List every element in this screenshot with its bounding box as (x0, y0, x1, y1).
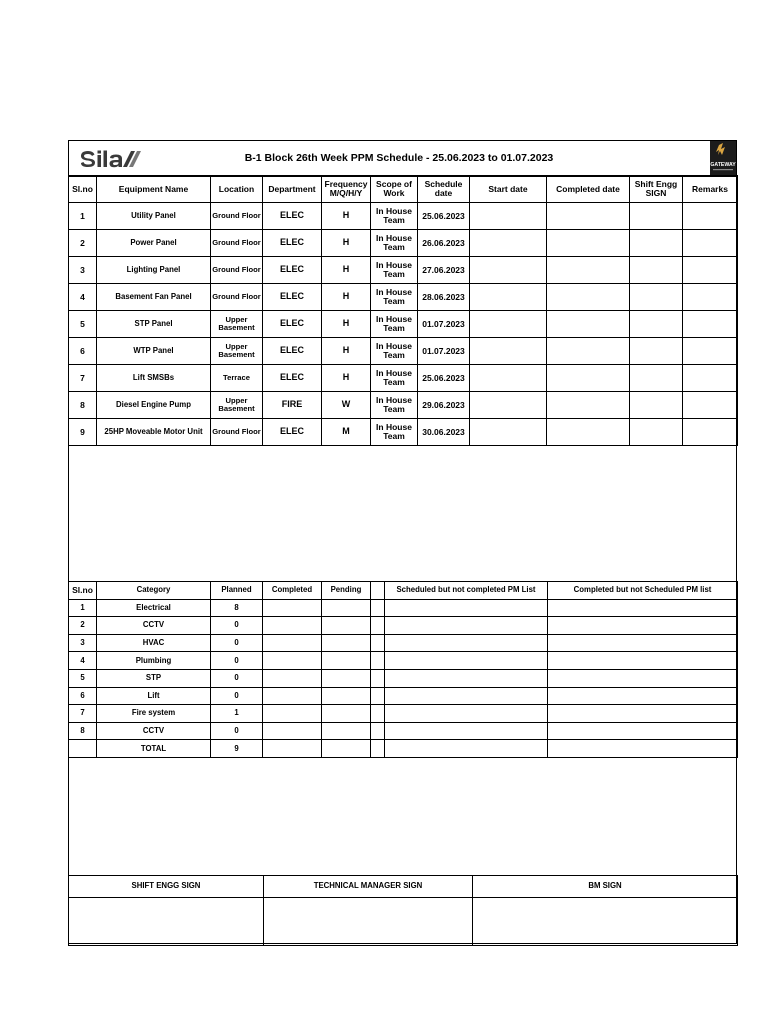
summary-spacer (371, 634, 385, 652)
summary-spacer (371, 617, 385, 635)
row-sign[interactable] (630, 392, 683, 419)
shift-engg-sign-box[interactable] (69, 898, 264, 946)
summary-completed[interactable] (263, 652, 322, 670)
row-equipment: Lighting Panel (97, 257, 211, 284)
row-sign[interactable] (630, 284, 683, 311)
schedule-header-row (69, 176, 738, 203)
schedule-row (69, 365, 738, 392)
row-frequency: H (322, 203, 371, 230)
total-pending[interactable] (322, 740, 371, 758)
row-remarks[interactable] (683, 203, 738, 230)
row-equipment: STP Panel (97, 311, 211, 338)
summary-col-slno: Sl.no (69, 582, 97, 600)
summary-completed-not-scheduled[interactable] (548, 599, 738, 617)
summary-slno: 4 (69, 652, 97, 670)
row-schedule-date: 29.06.2023 (418, 392, 470, 419)
row-equipment: Diesel Engine Pump (97, 392, 211, 419)
summary-slno: 5 (69, 669, 97, 687)
row-scope: In House Team (371, 203, 418, 230)
summary-planned: 0 (211, 687, 263, 705)
row-scope: In House Team (371, 284, 418, 311)
signature-table (68, 875, 738, 946)
row-completed-date[interactable] (547, 230, 630, 257)
row-completed-date[interactable] (547, 257, 630, 284)
summary-sched-not-completed[interactable] (385, 669, 548, 687)
schedule-row (69, 419, 738, 446)
total-completed[interactable] (263, 740, 322, 758)
summary-pending[interactable] (322, 634, 371, 652)
row-equipment: Lift SMSBs (97, 365, 211, 392)
row-start-date[interactable] (470, 392, 547, 419)
summary-completed-not-scheduled[interactable] (548, 652, 738, 670)
summary-slno: 1 (69, 599, 97, 617)
col-department: Department (263, 176, 322, 203)
col-slno: Sl.no (69, 176, 97, 203)
summary-planned: 8 (211, 599, 263, 617)
col-completed-date: Completed date (547, 176, 630, 203)
schedule-row (69, 392, 738, 419)
row-sign[interactable] (630, 365, 683, 392)
total-label: TOTAL (97, 740, 211, 758)
col-scope: Scope of Work (371, 176, 418, 203)
col-remarks: Remarks (683, 176, 738, 203)
summary-header-row (69, 582, 738, 600)
row-slno: 9 (69, 419, 97, 446)
row-remarks[interactable] (683, 257, 738, 284)
ppm-schedule-sheet (68, 140, 737, 944)
summary-category: CCTV (97, 617, 211, 635)
summary-planned: 0 (211, 617, 263, 635)
summary-completed[interactable] (263, 634, 322, 652)
row-completed-date[interactable] (547, 203, 630, 230)
summary-col-sched-not-completed: Scheduled but not completed PM List (385, 582, 548, 600)
shift-engg-sign-label: SHIFT ENGG SIGN (69, 876, 264, 898)
row-location: Upper Basement (211, 311, 263, 338)
row-frequency: M (322, 419, 371, 446)
summary-sched-not-completed[interactable] (385, 617, 548, 635)
col-frequency: Frequency M/Q/H/Y (322, 176, 371, 203)
summary-pending[interactable] (322, 617, 371, 635)
row-slno: 6 (69, 338, 97, 365)
sila-logo (79, 149, 141, 169)
row-scope: In House Team (371, 338, 418, 365)
row-schedule-date: 25.06.2023 (418, 365, 470, 392)
summary-col-category: Category (97, 582, 211, 600)
summary-slno: 3 (69, 634, 97, 652)
row-start-date[interactable] (470, 311, 547, 338)
summary-category: CCTV (97, 722, 211, 740)
row-remarks[interactable] (683, 419, 738, 446)
summary-col-planned: Planned (211, 582, 263, 600)
row-completed-date[interactable] (547, 392, 630, 419)
summary-planned: 0 (211, 669, 263, 687)
row-remarks[interactable] (683, 284, 738, 311)
row-scope: In House Team (371, 257, 418, 284)
summary-category: Plumbing (97, 652, 211, 670)
row-schedule-date: 01.07.2023 (418, 338, 470, 365)
row-equipment: Utility Panel (97, 203, 211, 230)
summary-spacer (371, 582, 385, 600)
row-sign[interactable] (630, 230, 683, 257)
col-schedule-date: Schedule date (418, 176, 470, 203)
summary-spacer (371, 722, 385, 740)
summary-slno: 2 (69, 617, 97, 635)
summary-spacer (371, 687, 385, 705)
summary-total-row (69, 740, 738, 758)
row-remarks[interactable] (683, 392, 738, 419)
row-department: ELEC (263, 338, 322, 365)
summary-row (69, 617, 738, 635)
summary-slno: 8 (69, 722, 97, 740)
summary-row (69, 669, 738, 687)
summary-completed-not-scheduled[interactable] (548, 687, 738, 705)
row-start-date[interactable] (470, 203, 547, 230)
row-start-date[interactable] (470, 338, 547, 365)
summary-completed-not-scheduled[interactable] (548, 617, 738, 635)
row-department: ELEC (263, 257, 322, 284)
total-completed-not-scheduled[interactable] (548, 740, 738, 758)
row-department: ELEC (263, 284, 322, 311)
summary-pending[interactable] (322, 687, 371, 705)
row-start-date[interactable] (470, 230, 547, 257)
gateway-logo (710, 141, 736, 175)
row-department: ELEC (263, 419, 322, 446)
row-equipment: WTP Panel (97, 338, 211, 365)
row-equipment: 25HP Moveable Motor Unit (97, 419, 211, 446)
summary-category: STP (97, 669, 211, 687)
row-scope: In House Team (371, 365, 418, 392)
row-department: FIRE (263, 392, 322, 419)
row-remarks[interactable] (683, 338, 738, 365)
summary-row (69, 722, 738, 740)
row-sign[interactable] (630, 338, 683, 365)
row-department: ELEC (263, 311, 322, 338)
row-completed-date[interactable] (547, 419, 630, 446)
summary-spacer (371, 705, 385, 723)
row-frequency: W (322, 392, 371, 419)
row-sign[interactable] (630, 419, 683, 446)
summary-completed[interactable] (263, 617, 322, 635)
row-sign[interactable] (630, 311, 683, 338)
summary-planned: 0 (211, 722, 263, 740)
summary-col-completed: Completed (263, 582, 322, 600)
row-location: Ground Floor (211, 419, 263, 446)
summary-completed[interactable] (263, 669, 322, 687)
summary-row (69, 705, 738, 723)
row-start-date[interactable] (470, 419, 547, 446)
summary-sched-not-completed[interactable] (385, 652, 548, 670)
row-frequency: H (322, 257, 371, 284)
summary-col-completed-not-scheduled: Completed but not Scheduled PM list (548, 582, 738, 600)
row-completed-date[interactable] (547, 311, 630, 338)
row-location: Ground Floor (211, 284, 263, 311)
total-slno[interactable] (69, 740, 97, 758)
row-completed-date[interactable] (547, 284, 630, 311)
row-frequency: H (322, 338, 371, 365)
total-sched-not-completed[interactable] (385, 740, 548, 758)
summary-spacer (371, 740, 385, 758)
row-equipment: Power Panel (97, 230, 211, 257)
summary-pending[interactable] (322, 705, 371, 723)
summary-planned: 1 (211, 705, 263, 723)
page-title: B-1 Block 26th Week PPM Schedule - 25.06.2023 to 01.07.2023 (244, 152, 554, 164)
summary-sched-not-completed[interactable] (385, 722, 548, 740)
summary-spacer (371, 652, 385, 670)
row-scope: In House Team (371, 311, 418, 338)
row-location: Ground Floor (211, 257, 263, 284)
row-slno: 5 (69, 311, 97, 338)
schedule-row (69, 257, 738, 284)
row-location: Upper Basement (211, 392, 263, 419)
row-completed-date[interactable] (547, 365, 630, 392)
row-frequency: H (322, 284, 371, 311)
summary-slno: 6 (69, 687, 97, 705)
col-shift-engg-sign: Shift Engg SIGN (630, 176, 683, 203)
row-schedule-date: 28.06.2023 (418, 284, 470, 311)
row-start-date[interactable] (470, 284, 547, 311)
col-location: Location (211, 176, 263, 203)
technical-manager-sign-box[interactable] (264, 898, 473, 946)
summary-completed[interactable] (263, 599, 322, 617)
svg-text:GATEWAY: GATEWAY (710, 162, 736, 168)
summary-category: Lift (97, 687, 211, 705)
summary-completed[interactable] (263, 722, 322, 740)
summary-col-pending: Pending (322, 582, 371, 600)
row-slno: 3 (69, 257, 97, 284)
row-schedule-date: 26.06.2023 (418, 230, 470, 257)
row-scope: In House Team (371, 230, 418, 257)
row-scope: In House Team (371, 392, 418, 419)
row-location: Ground Floor (211, 203, 263, 230)
row-schedule-date: 25.06.2023 (418, 203, 470, 230)
summary-sched-not-completed[interactable] (385, 705, 548, 723)
row-location: Terrace (211, 365, 263, 392)
summary-completed-not-scheduled[interactable] (548, 705, 738, 723)
schedule-row (69, 338, 738, 365)
pm-summary-table (68, 581, 738, 758)
row-remarks[interactable] (683, 230, 738, 257)
summary-sched-not-completed[interactable] (385, 634, 548, 652)
summary-category: Electrical (97, 599, 211, 617)
document-header (69, 141, 736, 177)
total-planned: 9 (211, 740, 263, 758)
row-frequency: H (322, 311, 371, 338)
row-frequency: H (322, 365, 371, 392)
summary-pending[interactable] (322, 669, 371, 687)
summary-completed-not-scheduled[interactable] (548, 669, 738, 687)
row-department: ELEC (263, 365, 322, 392)
summary-completed-not-scheduled[interactable] (548, 722, 738, 740)
row-completed-date[interactable] (547, 338, 630, 365)
summary-sched-not-completed[interactable] (385, 687, 548, 705)
row-location: Upper Basement (211, 338, 263, 365)
summary-completed[interactable] (263, 705, 322, 723)
col-equipment: Equipment Name (97, 176, 211, 203)
row-schedule-date: 01.07.2023 (418, 311, 470, 338)
row-slno: 2 (69, 230, 97, 257)
col-start-date: Start date (470, 176, 547, 203)
row-schedule-date: 27.06.2023 (418, 257, 470, 284)
summary-row (69, 634, 738, 652)
schedule-row (69, 230, 738, 257)
summary-planned: 0 (211, 634, 263, 652)
schedule-row (69, 311, 738, 338)
schedule-row (69, 203, 738, 230)
summary-completed-not-scheduled[interactable] (548, 634, 738, 652)
row-sign[interactable] (630, 257, 683, 284)
summary-pending[interactable] (322, 599, 371, 617)
summary-completed[interactable] (263, 687, 322, 705)
row-schedule-date: 30.06.2023 (418, 419, 470, 446)
row-equipment: Basement Fan Panel (97, 284, 211, 311)
bm-sign-label: BM SIGN (473, 876, 738, 898)
bm-sign-box[interactable] (473, 898, 738, 946)
row-frequency: H (322, 230, 371, 257)
row-remarks[interactable] (683, 311, 738, 338)
row-sign[interactable] (630, 203, 683, 230)
summary-spacer (371, 599, 385, 617)
summary-planned: 0 (211, 652, 263, 670)
summary-category: Fire system (97, 705, 211, 723)
row-department: ELEC (263, 203, 322, 230)
summary-row (69, 599, 738, 617)
row-start-date[interactable] (470, 257, 547, 284)
summary-slno: 7 (69, 705, 97, 723)
row-location: Ground Floor (211, 230, 263, 257)
summary-row (69, 652, 738, 670)
summary-pending[interactable] (322, 652, 371, 670)
ppm-schedule-table (68, 175, 738, 446)
schedule-row (69, 284, 738, 311)
summary-category: HVAC (97, 634, 211, 652)
technical-manager-sign-label: TECHNICAL MANAGER SIGN (264, 876, 473, 898)
row-start-date[interactable] (470, 365, 547, 392)
row-slno: 4 (69, 284, 97, 311)
row-slno: 8 (69, 392, 97, 419)
summary-row (69, 687, 738, 705)
row-slno: 1 (69, 203, 97, 230)
summary-pending[interactable] (322, 722, 371, 740)
row-slno: 7 (69, 365, 97, 392)
row-remarks[interactable] (683, 365, 738, 392)
row-scope: In House Team (371, 419, 418, 446)
summary-spacer (371, 669, 385, 687)
row-department: ELEC (263, 230, 322, 257)
summary-sched-not-completed[interactable] (385, 599, 548, 617)
